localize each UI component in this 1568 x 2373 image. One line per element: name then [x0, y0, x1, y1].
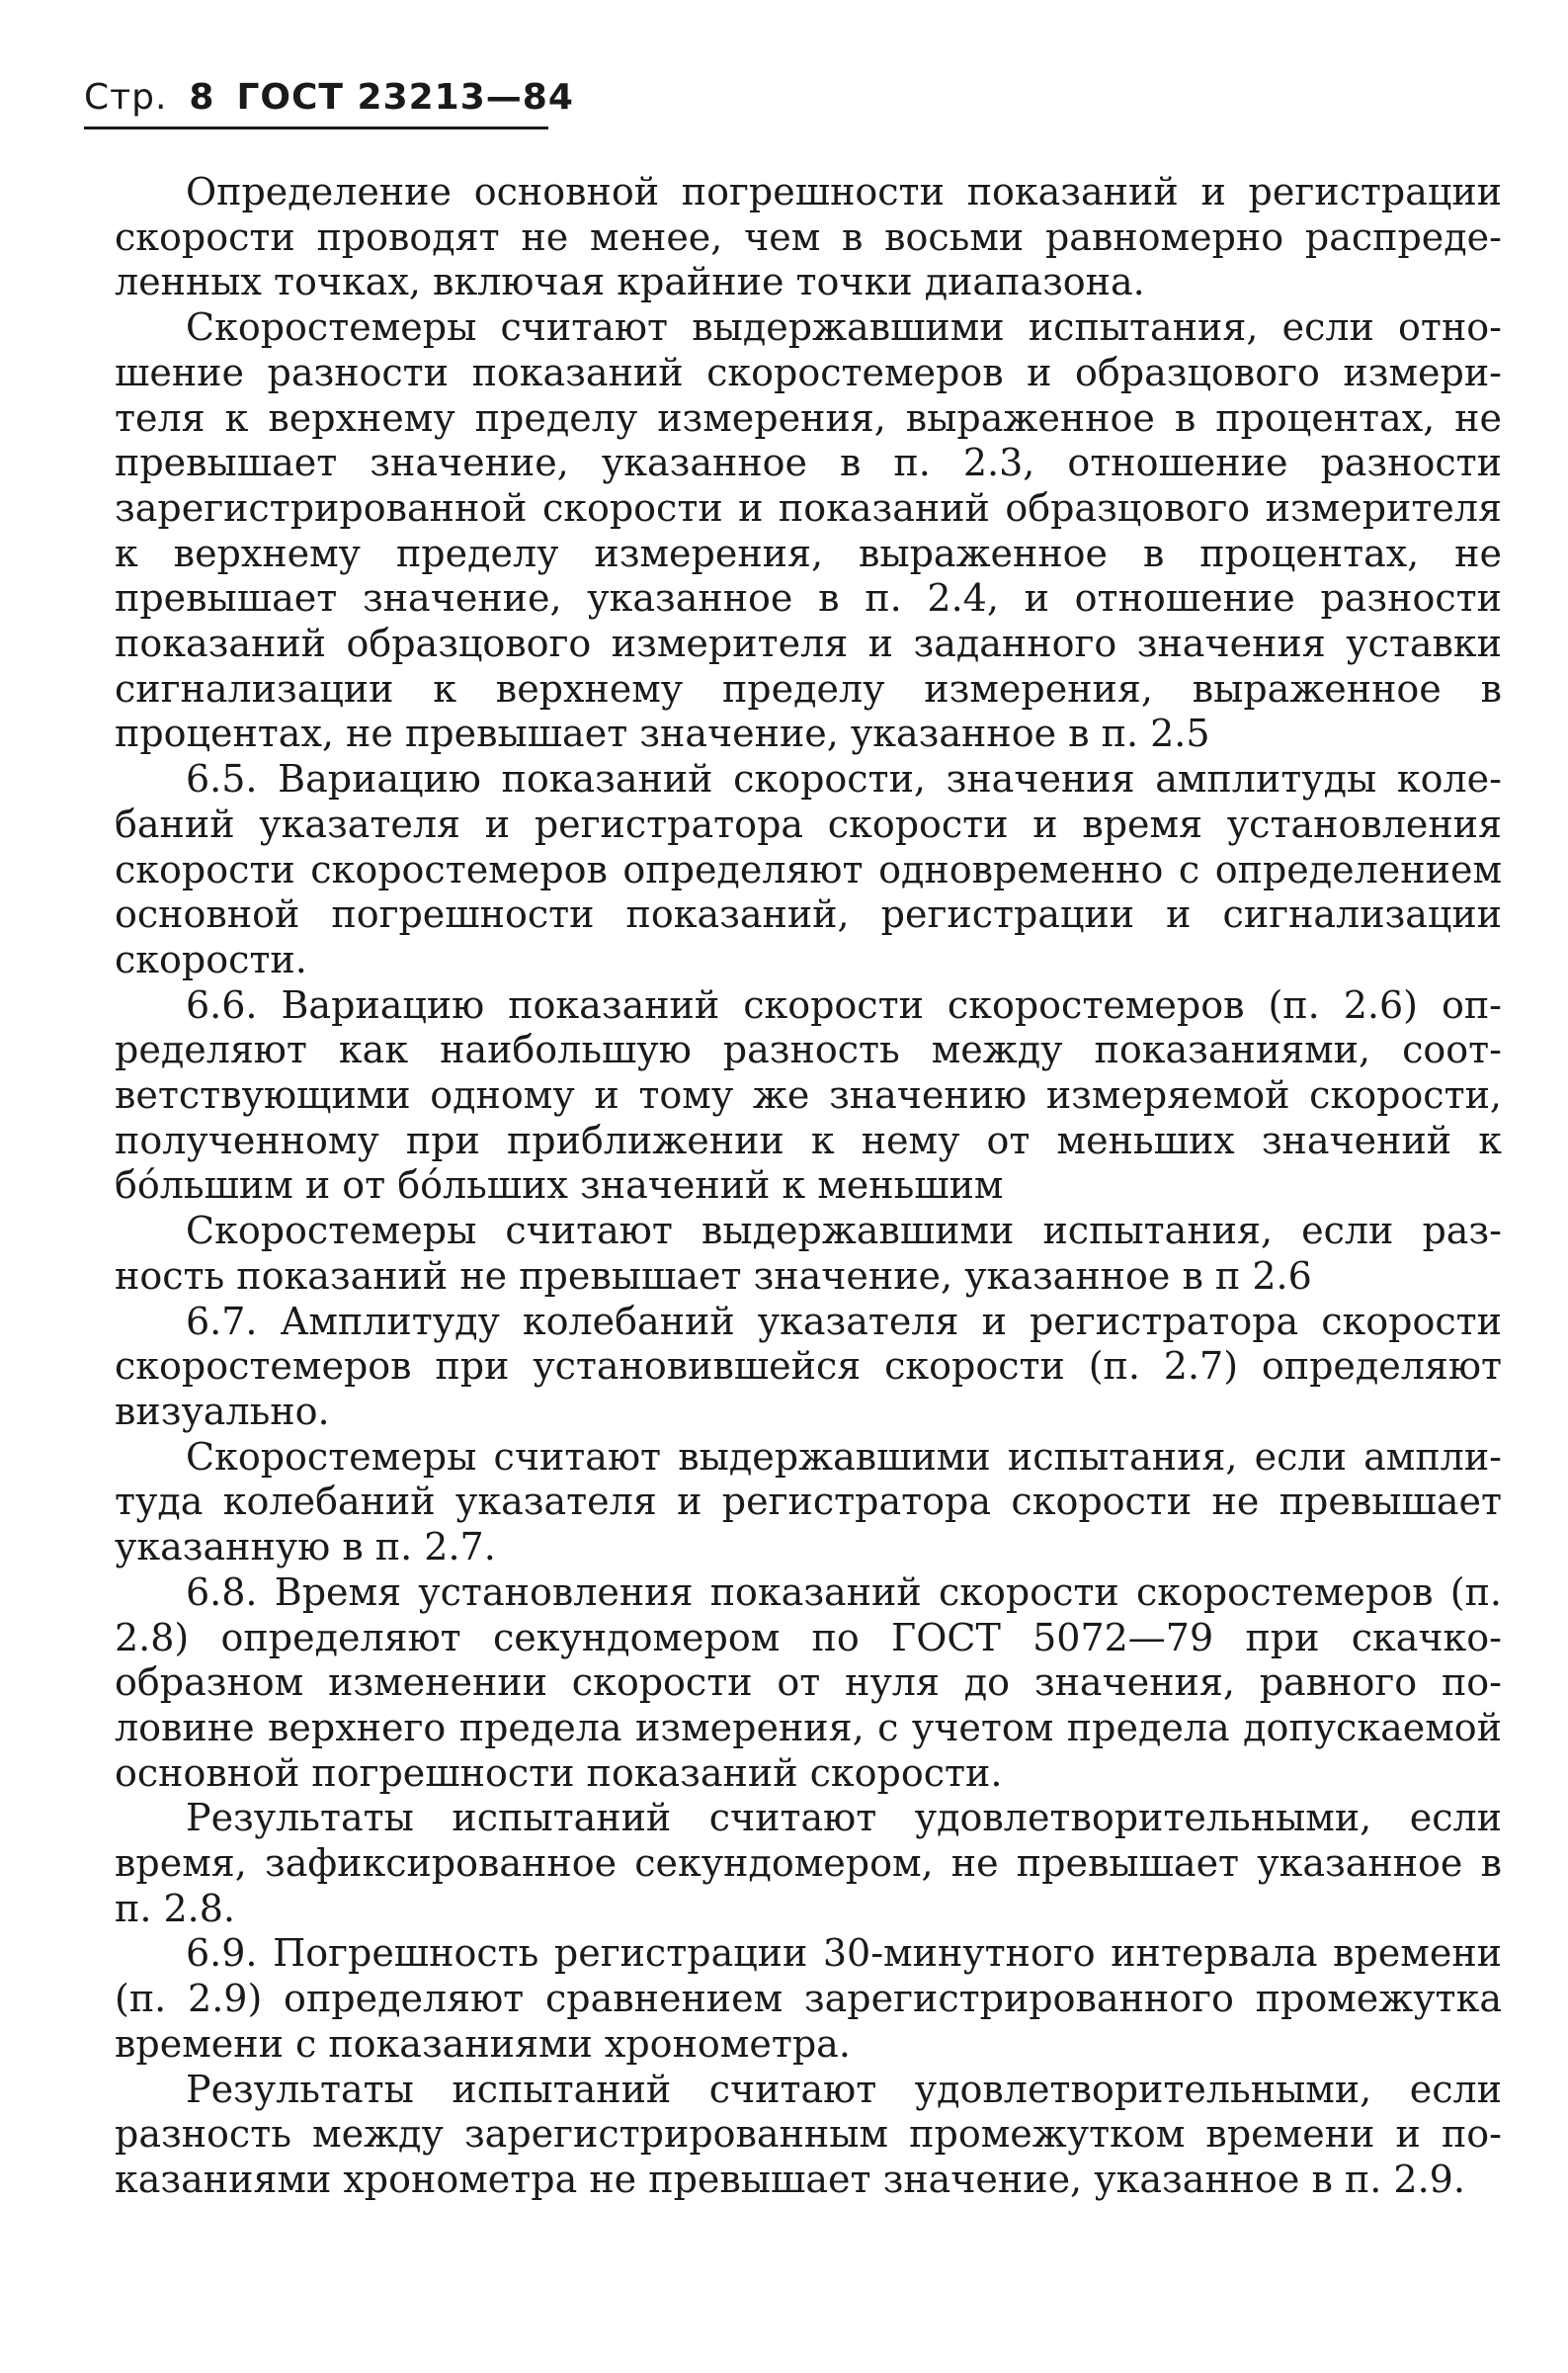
page-header [84, 77, 574, 118]
page-prefix: Стр. [84, 77, 168, 118]
paragraph-6-6: 6.6. Вариацию показаний скорости скоростемеров (п. 2.6) определяют как наибольшую разность между показаниями, соответствующими одному и тому же значению измеряемой скорости, полученному при приближении к нему от меньших значений к бóльшим и от бóльших значений к меньшим [115, 982, 1502, 1208]
paragraph-6-9: 6.9. Погрешность регистрации 30-минутного интервала времени (п. 2.9) определяют сравнением зарегистрированного промежутка времени с показаниями хронометра. [115, 1931, 1502, 2066]
paragraph-6-7: 6.7. Амплитуду колебаний указателя и регистратора скорости скоростемеров при установившейся скорости (п. 2.7) определяют визуально. [115, 1299, 1502, 1433]
paragraph-6-8-criteria: Результаты испытаний считают удовлетворительными, если время, зафиксированное секундомером, не превышает указанное в п. 2.8. [115, 1796, 1502, 1930]
header-rule [84, 127, 548, 129]
paragraph-accuracy-points: Определение основной погрешности показаний и регистрации скорости проводят не менее, чем в восьми равномерно распределенных точках, включая крайние точки диапазона. [115, 170, 1502, 304]
standard-code: ГОСТ 23213—84 [236, 77, 574, 118]
page-number: 8 [189, 77, 215, 118]
body-text [115, 170, 1502, 2203]
paragraph-accuracy-criteria: Скоростемеры считают выдержавшими испытания, если отношение разности показаний скоростемеров и образцового измерителя к верхнему пределу измерения, выраженное в процентах, не превышает значение, указанное в п. 2.3, отношение разности зарегистрированной скорости и показаний образцового измерителя к верхнему пределу измерения, выраженное в процентах, не превышает значение, указанное в п. 2.4, и отношение разности показаний образцового измерителя и заданного значения уставки сигнализации к верхнему пределу измерения, выраженное в процентах, не превышает значение, указанное в п. 2.5 [115, 305, 1502, 756]
paragraph-6-7-criteria: Скоростемеры считают выдержавшими испытания, если амплитуда колебаний указателя и регистратора скорости не превышает указанную в п. 2.7. [115, 1434, 1502, 1569]
paragraph-6-5: 6.5. Вариацию показаний скорости, значения амплитуды колебаний указателя и регистратора скорости и время установления скорости скоростемеров определяют одновременно с определением основной погрешности показаний, регистрации и сигнализации скорости. [115, 757, 1502, 981]
paragraph-6-6-criteria: Скоростемеры считают выдержавшими испытания, если разность показаний не превышает значение, указанное в п 2.6 [115, 1209, 1502, 1298]
paragraph-6-8: 6.8. Время установления показаний скорости скоростемеров (п. 2.8) определяют секундомером по ГОСТ 5072—79 при скачкообразном изменении скорости от нуля до значения, равного половине верхнего предела измерения, с учетом предела допускаемой основной погрешности показаний скорости. [115, 1569, 1502, 1795]
paragraph-6-9-criteria: Результаты испытаний считают удовлетворительными, если разность между зарегистрированным промежутком времени и показаниями хронометра не превышает значение, указанное в п. 2.9. [115, 2067, 1502, 2201]
